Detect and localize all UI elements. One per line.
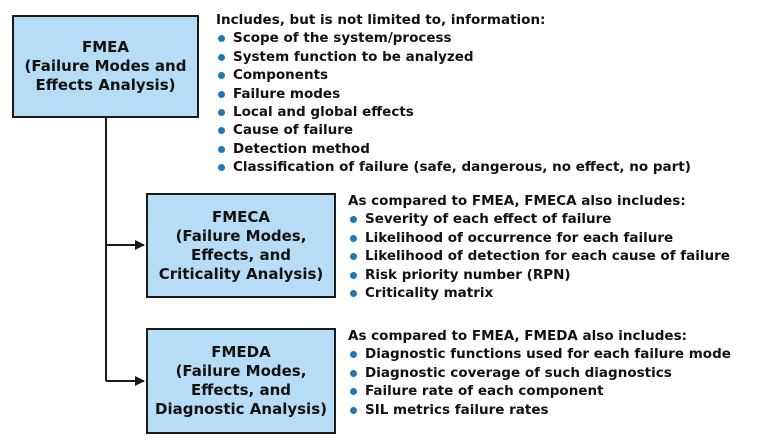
list-item	[348, 382, 731, 400]
bullet-icon	[218, 109, 225, 116]
bullet-icon	[350, 216, 357, 223]
list-item-text: Scope of the system/process	[233, 30, 452, 47]
list-item	[348, 210, 730, 228]
bullet-icon	[350, 290, 357, 297]
bullet-icon	[218, 35, 225, 42]
list-item	[348, 364, 731, 382]
fmea-info	[216, 11, 691, 177]
fmeca-info-heading: As compared to FMEA, FMECA also includes:	[348, 193, 686, 209]
list-item-text: Failure rate of each component	[365, 383, 604, 400]
list-item	[216, 48, 691, 66]
fmea-box-line: FMEA	[81, 38, 130, 56]
list-item-text: Classification of failure (safe, dangerous, no effect, no part)	[233, 159, 691, 176]
fmeda-box-line: Effects, and	[190, 381, 292, 399]
list-item	[216, 140, 691, 158]
fmeda-box-line: FMEDA	[211, 343, 271, 361]
list-item	[216, 121, 691, 139]
bullet-icon	[218, 164, 225, 171]
list-item	[216, 158, 691, 176]
list-item	[216, 66, 691, 84]
bullet-icon	[350, 407, 357, 414]
bullet-icon	[350, 370, 357, 377]
bullet-icon	[350, 388, 357, 395]
bullet-icon	[350, 351, 357, 358]
list-item-text: Diagnostic functions used for each failure mode	[365, 346, 731, 363]
list-item-text: Failure modes	[233, 85, 341, 102]
list-item-text: Diagnostic coverage of such diagnostics	[365, 364, 672, 381]
fmea-box-line: Effects Analysis)	[35, 76, 176, 94]
fmeca-box-line: (Failure Modes,	[175, 226, 307, 245]
bullet-icon	[218, 72, 225, 79]
list-item	[348, 401, 731, 419]
list-item-text: Detection method	[233, 140, 370, 157]
list-item-text: Local and global effects	[233, 104, 414, 121]
fmeda-box-line: Diagnostic Analysis)	[155, 400, 327, 418]
fmea-info-heading: Includes, but is not limited to, information:	[216, 12, 546, 28]
list-item	[348, 247, 730, 265]
fmeca-info	[348, 192, 730, 302]
list-item-text: Criticality matrix	[365, 285, 494, 302]
list-item-text: Cause of failure	[233, 122, 354, 139]
fmea-info-list	[216, 29, 691, 176]
fmeda-info-heading: As compared to FMEA, FMEDA also includes:	[348, 328, 688, 344]
fmeda-info	[348, 327, 731, 419]
fmeca-box-line: FMECA	[211, 207, 271, 226]
list-item-text: System function to be analyzed	[233, 48, 474, 65]
list-item-text: Components	[233, 67, 329, 84]
fmeca-box-line: Criticality Analysis)	[158, 264, 324, 283]
bullet-icon	[218, 127, 225, 134]
bullet-icon	[218, 91, 225, 98]
bullet-icon	[350, 272, 357, 279]
bullet-icon	[350, 253, 357, 260]
list-item-text: Likelihood of detection for each cause of failure	[365, 248, 730, 265]
fmeda-box	[146, 328, 336, 434]
list-item-text: Risk priority number (RPN)	[365, 266, 571, 283]
fmea-box-line: (Failure Modes and	[24, 57, 187, 75]
list-item	[348, 266, 730, 284]
list-item	[216, 85, 691, 103]
bullet-icon	[218, 54, 225, 61]
bullet-icon	[350, 235, 357, 242]
fmeca-box	[146, 193, 336, 298]
list-item	[348, 345, 731, 363]
list-item-text: Likelihood of occurrence for each failure	[365, 229, 674, 246]
list-item	[216, 29, 691, 47]
list-item	[216, 103, 691, 121]
list-item	[348, 229, 730, 247]
bullet-icon	[218, 146, 225, 153]
fmeca-info-list	[348, 210, 730, 302]
fmeda-box-line: (Failure Modes,	[175, 362, 307, 380]
fmea-box	[12, 15, 199, 118]
list-item-text: Severity of each effect of failure	[365, 211, 612, 228]
fmeda-info-list	[348, 345, 731, 419]
list-item	[348, 284, 730, 302]
fmeca-box-line: Effects, and	[190, 245, 292, 264]
list-item-text: SIL metrics failure rates	[365, 401, 549, 418]
